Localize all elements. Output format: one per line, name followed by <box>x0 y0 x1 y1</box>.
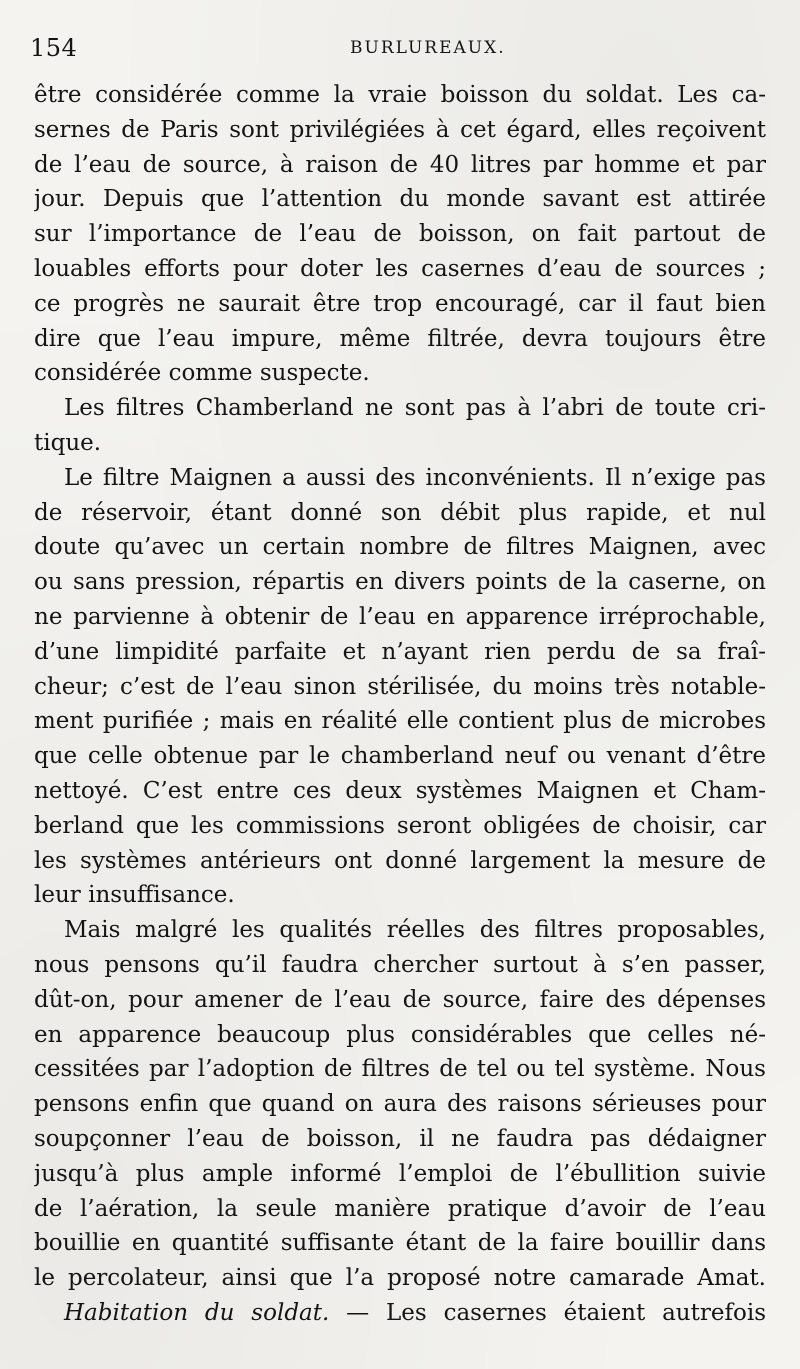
text-line: ce progrès ne saurait être trop encouragé, car il faut bien <box>34 290 766 317</box>
text-line: ou sans pression, répartis en divers points de la caserne, on <box>34 569 766 596</box>
section-heading-italic: Habitation du soldat. <box>64 1299 330 1326</box>
text-line: ne parvienne à obtenir de l’eau en apparence irréprochable, <box>34 603 766 630</box>
text-line: bouillie en quantité suffisante étant de la faire bouillir dans <box>34 1230 766 1257</box>
running-head: BURLUREAUX. <box>350 38 506 58</box>
text-line: nettoyé. C’est entre ces deux systèmes Maignen et Cham- <box>34 777 766 804</box>
text-line: Mais malgré les qualités réelles des filtres proposables, <box>64 917 766 944</box>
text-line: considérée comme suspecte. <box>34 360 370 387</box>
text-line: berland que les commissions seront obligées de choisir, car <box>34 812 766 839</box>
text-line: pensons enfin que quand on aura des raisons sérieuses pour <box>34 1091 766 1118</box>
text-line: soupçonner l’eau de boisson, il ne faudra pas dédaigner <box>34 1125 766 1152</box>
final-line-text: — Les casernes étaient autrefois <box>329 1299 766 1326</box>
text-line: jour. Depuis que l’attention du monde savant est attirée <box>34 186 766 213</box>
text-line <box>34 1296 766 1331</box>
text-line: de l’eau de source, à raison de 40 litres par homme et par <box>34 151 766 178</box>
text-line: être considérée comme la vraie boisson du soldat. Les ca- <box>34 82 766 108</box>
text-line: cessitées par l’adoption de filtres de tel ou tel système. Nous <box>34 1056 766 1083</box>
text-line: ment purifiée ; mais en réalité elle contient plus de microbes <box>34 708 766 735</box>
text-line: les systèmes antérieurs ont donné largement la mesure de <box>34 847 766 874</box>
text-line: dire que l’eau impure, même filtrée, devra toujours être <box>34 325 766 352</box>
text-line: le percolateur, ainsi que l’a proposé notre camarade Amat. <box>34 1265 766 1292</box>
text-line: jusqu’à plus ample informé l’emploi de l’ébullition suivie <box>34 1160 766 1187</box>
text-line: d’une limpidité parfaite et n’ayant rien perdu de sa fraî- <box>34 638 766 665</box>
text-line: leur insuffisance. <box>34 882 235 909</box>
text-line: en apparence beaucoup plus considérables que celles né- <box>34 1021 766 1048</box>
text-line: dût-on, pour amener de l’eau de source, faire des dépenses <box>34 986 766 1013</box>
text-line: cheur; c’est de l’eau sinon stérilisée, du moins très notable- <box>34 673 766 700</box>
page-header <box>30 34 770 64</box>
text-line: de réservoir, étant donné son débit plus rapide, et nul <box>34 499 766 526</box>
text-line: sur l’importance de l’eau de boisson, on fait partout de <box>34 221 766 248</box>
text-line: nous pensons qu’il faudra chercher surtout à s’en passer, <box>34 951 766 978</box>
page-number: 154 <box>30 34 78 62</box>
text-line: tique. <box>34 429 102 456</box>
text-line: sernes de Paris sont privilégiées à cet égard, elles reçoivent <box>34 116 766 143</box>
text-line: que celle obtenue par le chamberland neuf ou venant d’être <box>34 743 766 770</box>
text-line: Le filtre Maignen a aussi des inconvénients. Il n’exige pas <box>64 464 766 491</box>
text-line: doute qu’avec un certain nombre de filtres Maignen, avec <box>34 534 766 561</box>
text-line: Les filtres Chamberland ne sont pas à l’abri de toute cri- <box>64 395 766 422</box>
text-line: louables efforts pour doter les casernes d’eau de sources ; <box>34 255 766 282</box>
text-line: de l’aération, la seule manière pratique d’avoir de l’eau <box>34 1195 766 1222</box>
body-text <box>34 78 766 1331</box>
